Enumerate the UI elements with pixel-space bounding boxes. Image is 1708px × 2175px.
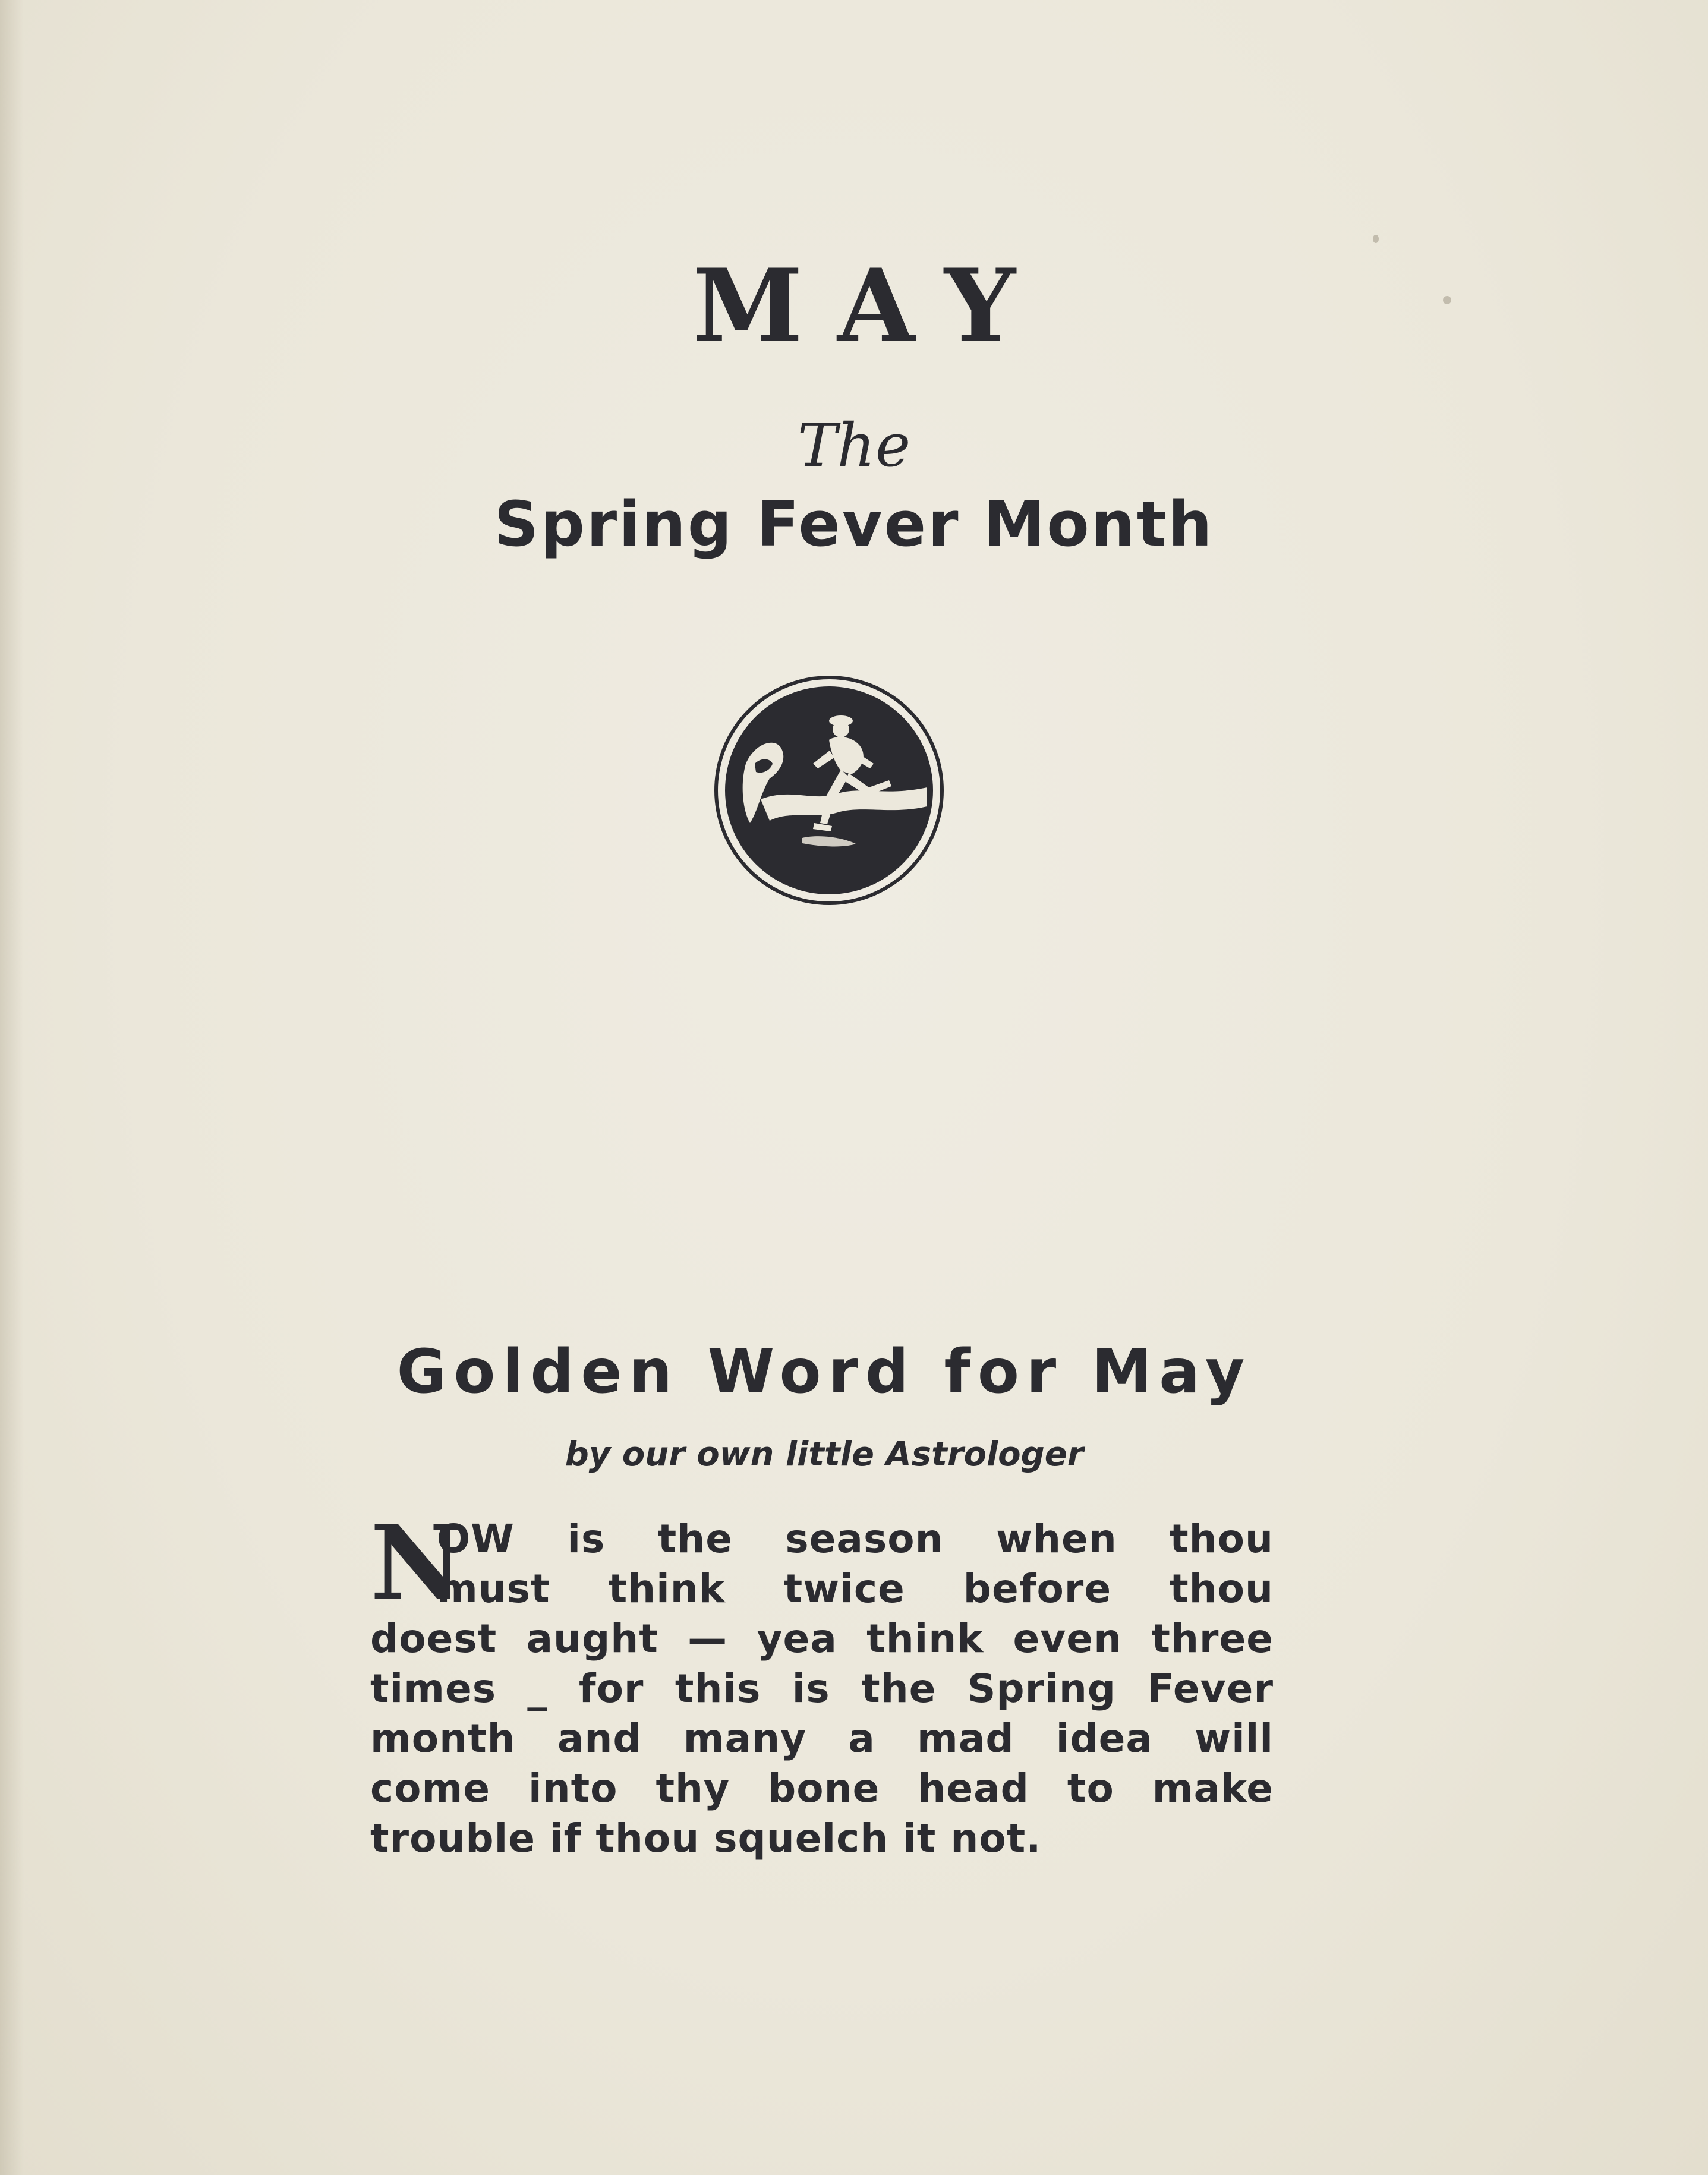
drop-cap: N bbox=[370, 1502, 465, 1623]
paragraph-line: month and many a mad idea will bbox=[370, 1716, 1274, 1761]
paragraph-line: OW is the season when thou bbox=[437, 1516, 1274, 1562]
paragraph-line: trouble if thou squelch it not. bbox=[370, 1815, 1042, 1861]
paper-speck bbox=[1373, 235, 1379, 243]
page-subtitle: Spring Fever Month bbox=[494, 488, 1214, 560]
page-title-article: The bbox=[797, 411, 911, 480]
paragraph-line: times _ for this is the Spring Fever bbox=[370, 1666, 1274, 1711]
section-byline: by our own little Astrologer bbox=[565, 1435, 1084, 1474]
body-paragraph bbox=[370, 1502, 1274, 1864]
page-title: MAY bbox=[692, 247, 1050, 364]
paragraph-line: come into thy bone head to make bbox=[370, 1766, 1274, 1811]
paragraph-line: doest aught — yea think even three bbox=[370, 1616, 1274, 1662]
paragraph-line: must think twice before thou bbox=[437, 1566, 1274, 1612]
running-man-emblem-icon bbox=[713, 674, 945, 906]
section-heading: Golden Word for May bbox=[396, 1336, 1252, 1407]
